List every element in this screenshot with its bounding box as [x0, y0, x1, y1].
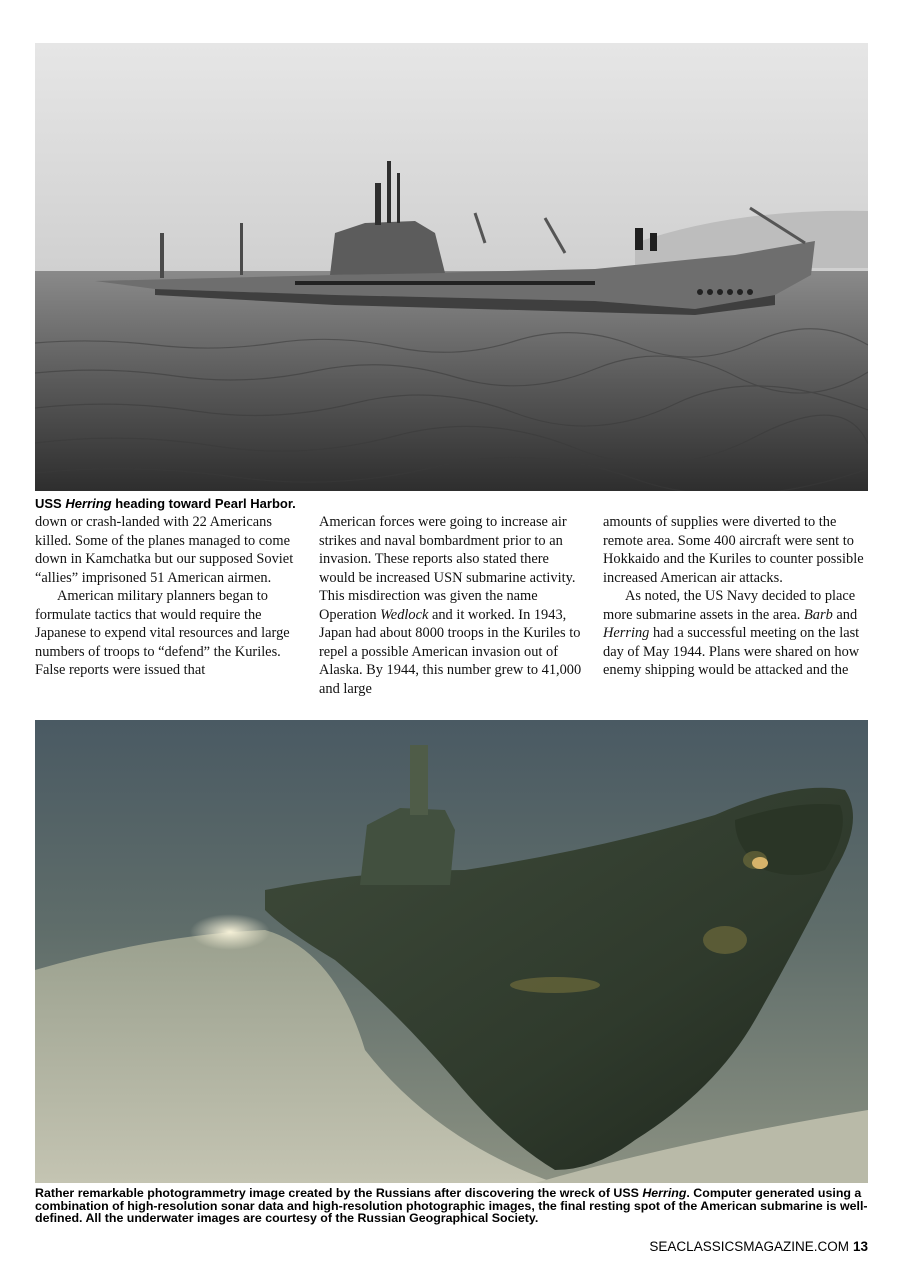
top-photo-caption: [35, 496, 296, 512]
paragraph-text: and: [832, 606, 858, 623]
paragraph-text: and it worked. In 1943, Japan had about 8000 troops in the Kuriles to repel a possible American invasion out of Alaska. By 1944, this number grew to 41,000 and large: [319, 606, 582, 697]
paragraph: American military planners began to formulate tactics that would require the Japanese to expend vital resources and large numbers of troops to “defend” the Kuriles. False reports were issued that: [35, 588, 290, 678]
article-column-1: [35, 513, 303, 680]
wreck-photo-caption: [35, 1187, 875, 1225]
paragraph: down or crash-landed with 22 Americans killed. Some of the planes managed to come down in Kamchatka but our supposed Soviet “allies” imprisoned 51 American airmen.: [35, 514, 294, 586]
caption-text: USS: [35, 496, 66, 511]
caption-text: Rather remarkable photogrammetry image created by the Russians after discovering the wreck of USS: [35, 1186, 643, 1200]
paragraph: amounts of supplies were diverted to the remote area. Some 400 aircraft were sent to Hokkaido and the Kuriles to counter possible increased American air attacks.: [603, 514, 864, 586]
paragraph-text: had a successful meeting on the last day of May 1944. Plans were shared on how enemy shipping would be attacked and the: [603, 625, 860, 678]
footer-site: SEACLASSICSMAGAZINE.COM: [649, 1239, 849, 1254]
caption-text: . Computer generated using a combination of high-resolution sonar data and high-resolution photographic images, the final resting spot of the American submarine is well-defined. All the underwater images are courtesy of the Russian Geographical Society.: [35, 1186, 868, 1225]
paragraph-text: American forces were going to increase air strikes and naval bombardment prior to an invasion. These reports also stated there would be increased USN submarine activity. This misdirection was given the name Operation: [319, 514, 576, 623]
ship-name: Herring: [603, 625, 650, 641]
article-column-2: [319, 513, 587, 698]
page-number: 13: [852, 1239, 868, 1254]
wreck-photo-illustration: [35, 720, 868, 1183]
article-column-3: [603, 513, 871, 680]
paragraph: [319, 513, 587, 698]
submarine-photo: [35, 43, 868, 491]
page-footer: [649, 1239, 868, 1254]
submarine-photo-illustration: [35, 43, 868, 491]
paragraph: [603, 587, 871, 680]
ship-name: Barb: [804, 606, 833, 623]
caption-ship-name: Herring: [65, 496, 112, 511]
caption-text: heading toward Pearl Harbor.: [111, 496, 296, 511]
caption-ship-name: Herring: [642, 1186, 687, 1200]
operation-name: Wedlock: [380, 606, 429, 623]
wreck-photo: [35, 720, 868, 1183]
paragraph-text: As noted, the US Navy decided to place more submarine assets in the area.: [603, 588, 856, 623]
